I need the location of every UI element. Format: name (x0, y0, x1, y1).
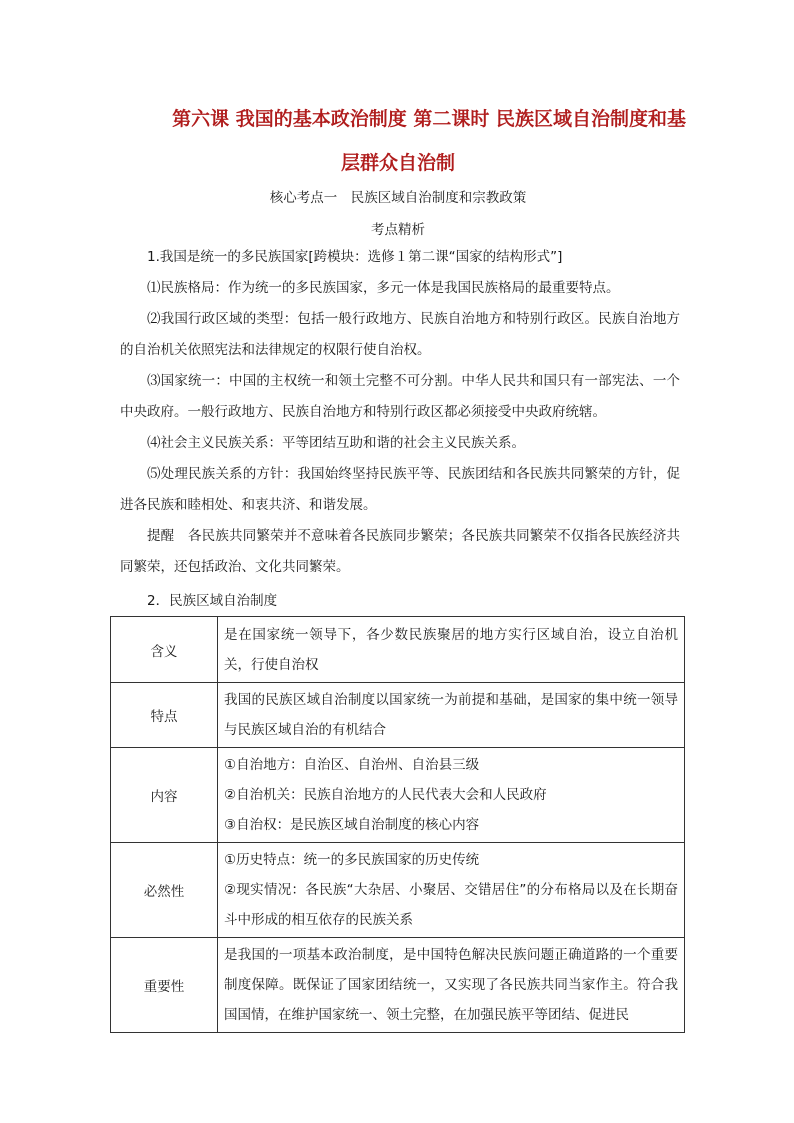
row-line: 是在国家统一领导下，各少数民族聚居的地方实行区域自治，设立自治机关，行使自治权 (224, 626, 678, 673)
row-content (218, 938, 685, 1033)
paragraph-2: ⑴民族格局：作为统一的多民族国家，多元一体是我国民族格局的最重要特点。 (147, 280, 620, 296)
paragraph-5: ⑷社会主义民族关系：平等团结互助和谐的社会主义民族关系。 (147, 435, 525, 451)
page-title-line-2: 层群众自治制 (340, 152, 455, 174)
paragraph-6: ⑸处理民族关系的方针：我国始终坚持民族平等、民族团结和各民族共同繁荣的方针，促进各民族和睦相处、和衷共济、和谐发展。 (120, 466, 680, 513)
table-row (111, 843, 685, 938)
row-head: 重要性 (111, 938, 218, 1033)
row-line: ①自治地方：自治区、自治州、自治县三级 (224, 757, 480, 773)
table-row (111, 938, 685, 1033)
row-content (218, 843, 685, 938)
row-line: 是我国的一项基本政治制度，是中国特色解决民族问题正确道路的一个重要制度保障。既保证了国家团结统一，又实现了各民族共同当家作主。符合我国国情，在维护国家统一、领土完整，在加强民族平等团结、促进民 (224, 947, 678, 1023)
regional-autonomy-table (110, 616, 685, 1033)
row-line: 我国的民族区域自治制度以国家统一为前提和基础，是国家的集中统一领导与民族区域自治的有机结合 (224, 692, 678, 738)
table-row (111, 748, 685, 843)
row-content (218, 683, 685, 748)
row-content (218, 617, 685, 683)
paragraph-3: ⑵我国行政区域的类型：包括一般行政地方、民族自治地方和特别行政区。民族自治地方的自治机关依照宪法和法律规定的权限行使自治权。 (120, 311, 680, 358)
row-line: ①历史特点：统一的多民族国家的历史传统 (224, 852, 480, 868)
row-line: ②自治机关：民族自治地方的人民代表大会和人民政府 (224, 787, 547, 803)
row-line: ③自治权：是民族区域自治制度的核心内容 (224, 817, 480, 833)
subheading: 考点精析 (371, 222, 425, 238)
row-head: 含义 (111, 617, 218, 683)
table-row (111, 683, 685, 748)
reminder-paragraph: 提醒 各民族共同繁荣并不意味着各民族同步繁荣；各民族共同繁荣不仅指各民族经济共同繁荣，还包括政治、文化共同繁荣。 (120, 528, 680, 575)
row-line: ②现实情况：各民族“大杂居、小聚居、交错居住”的分布格局以及在长期奋斗中形成的相互依存的民族关系 (224, 882, 678, 928)
row-head: 内容 (111, 748, 218, 843)
row-head: 特点 (111, 683, 218, 748)
paragraph-1: 1.我国是统一的多民族国家[跨模块：选修１第二课“国家的结构形式”] (147, 249, 563, 265)
page-title-line-1: 第六课 我国的基本政治制度 第二课时 民族区域自治制度和基 (172, 108, 686, 130)
paragraph-4: ⑶国家统一：中国的主权统一和领土完整不可分割。中华人民共和国只有一部宪法、一个中央政府。一般行政地方、民族自治地方和特别行政区都必须接受中央政府统辖。 (120, 373, 680, 420)
section-2-heading: 2．民族区域自治制度 (147, 593, 278, 609)
section-heading: 核心考点一 民族区域自治制度和宗教政策 (269, 190, 527, 206)
row-content (218, 748, 685, 843)
row-head: 必然性 (111, 843, 218, 938)
table-row (111, 617, 685, 683)
